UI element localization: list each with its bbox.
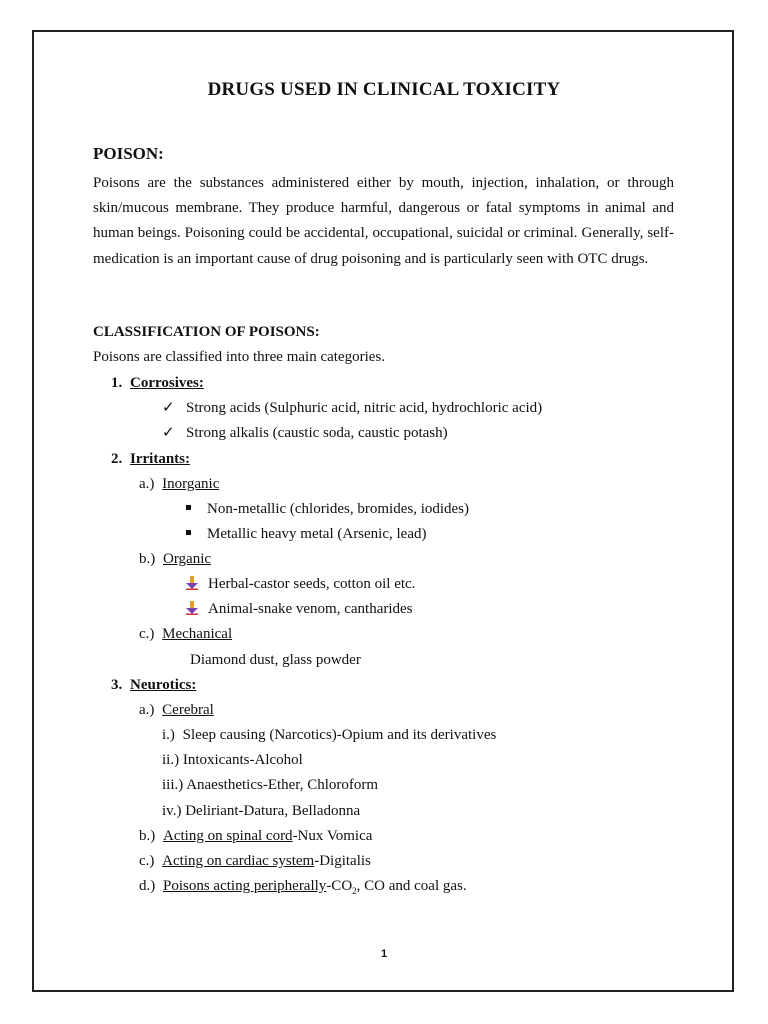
category-corrosives xyxy=(111,373,204,393)
list-number: 2. xyxy=(111,451,123,467)
list-item xyxy=(186,574,415,594)
subcategory-cardiac xyxy=(139,851,371,871)
page-title: DRUGS USED IN CLINICAL TOXICITY xyxy=(207,79,561,100)
subcategory-rest: , CO and coal gas. xyxy=(356,878,467,894)
list-item xyxy=(162,750,303,770)
square-bullet-icon xyxy=(186,530,191,535)
subcategory-label: Organic xyxy=(163,551,212,567)
list-item xyxy=(162,398,542,418)
list-number: 3. xyxy=(111,677,123,693)
roman-marker: i.) xyxy=(162,727,175,743)
subcategory-organic xyxy=(139,549,211,569)
list-item-text: Anaesthetics-Ether, Chloroform xyxy=(186,777,379,793)
list-item-text: Deliriant-Datura, Belladonna xyxy=(185,803,361,819)
roman-marker: ii.) xyxy=(162,752,180,768)
list-item-text: Intoxicants-Alcohol xyxy=(182,752,303,768)
checkmark-icon: ✓ xyxy=(162,400,175,416)
category-label: Corrosives: xyxy=(130,375,204,391)
category-label: Irritants: xyxy=(130,451,190,467)
poison-paragraph: Poisons are the substances administered either by mouth, injection, inhalation, or through skin/mucous membrane. They produce harmful, dangerous or fatal symptoms in animal and human beings. Poisoning could be accidental, occupational, suicidal or criminal. Generally, self-medication is an important cause of drug poisoning and is particularly seen with OTC drugs. xyxy=(93,175,674,267)
subcategory-cerebral xyxy=(139,700,214,720)
roman-marker: iv.) xyxy=(162,803,182,819)
classification-intro: Poisons are classified into three main categories. xyxy=(93,349,385,365)
subcategory-label: Inorganic xyxy=(162,476,220,492)
sub-marker: b.) xyxy=(139,828,156,844)
list-item-text: Herbal-castor seeds, cotton oil etc. xyxy=(208,576,416,592)
classification-heading: CLASSIFICATION OF POISONS: xyxy=(93,324,320,340)
sub-marker: a.) xyxy=(139,702,155,718)
mechanical-text: Diamond dust, glass powder xyxy=(190,652,361,668)
subcategory-rest: -Digitalis xyxy=(314,853,371,869)
subcategory-label: Poisons acting peripherally xyxy=(163,878,327,894)
subcategory-inorganic xyxy=(139,474,219,494)
list-item-text: Animal-snake venom, cantharides xyxy=(208,601,413,617)
subcategory-mechanical xyxy=(139,624,232,644)
subcategory-peripheral xyxy=(139,876,467,901)
list-item xyxy=(186,599,413,619)
subcategory-label: Mechanical xyxy=(162,626,233,642)
checkmark-icon: ✓ xyxy=(162,425,175,441)
subscript: 2 xyxy=(352,886,357,896)
list-item xyxy=(162,775,378,795)
page-number: 1 xyxy=(380,948,388,960)
list-item xyxy=(186,499,469,519)
subcategory-pre: -CO xyxy=(326,878,353,894)
list-item-text: Strong acids (Sulphuric acid, nitric acid, hydrochloric acid) xyxy=(186,400,543,416)
subcategory-spinal xyxy=(139,826,372,846)
sub-marker: b.) xyxy=(139,551,156,567)
category-irritants xyxy=(111,449,190,469)
list-item xyxy=(162,423,448,443)
subcategory-label: Acting on spinal cord xyxy=(163,828,293,844)
list-item xyxy=(162,801,360,821)
square-bullet-icon xyxy=(186,505,191,510)
subcategory-label: Cerebral xyxy=(162,702,214,718)
subcategory-label: Acting on cardiac system xyxy=(162,853,315,869)
sub-marker: d.) xyxy=(139,878,156,894)
arrow-bullet-icon xyxy=(186,576,198,590)
list-item-text: Metallic heavy metal (Arsenic, lead) xyxy=(207,526,427,542)
roman-marker: iii.) xyxy=(162,777,184,793)
poison-heading: POISON: xyxy=(93,144,164,163)
sub-marker: c.) xyxy=(139,853,155,869)
subcategory-rest: -Nux Vomica xyxy=(292,828,373,844)
sub-marker: a.) xyxy=(139,476,155,492)
category-label: Neurotics: xyxy=(130,677,197,693)
list-number: 1. xyxy=(111,375,123,391)
list-item-text: Sleep causing (Narcotics)-Opium and its derivatives xyxy=(182,727,497,743)
list-item-text: Strong alkalis (caustic soda, caustic potash) xyxy=(186,425,448,441)
arrow-bullet-icon xyxy=(186,601,198,615)
sub-marker: c.) xyxy=(139,626,155,642)
list-item-text: Non-metallic (chlorides, bromides, iodides) xyxy=(207,501,470,517)
list-item xyxy=(186,524,427,544)
category-neurotics xyxy=(111,675,196,695)
list-item xyxy=(162,725,496,745)
